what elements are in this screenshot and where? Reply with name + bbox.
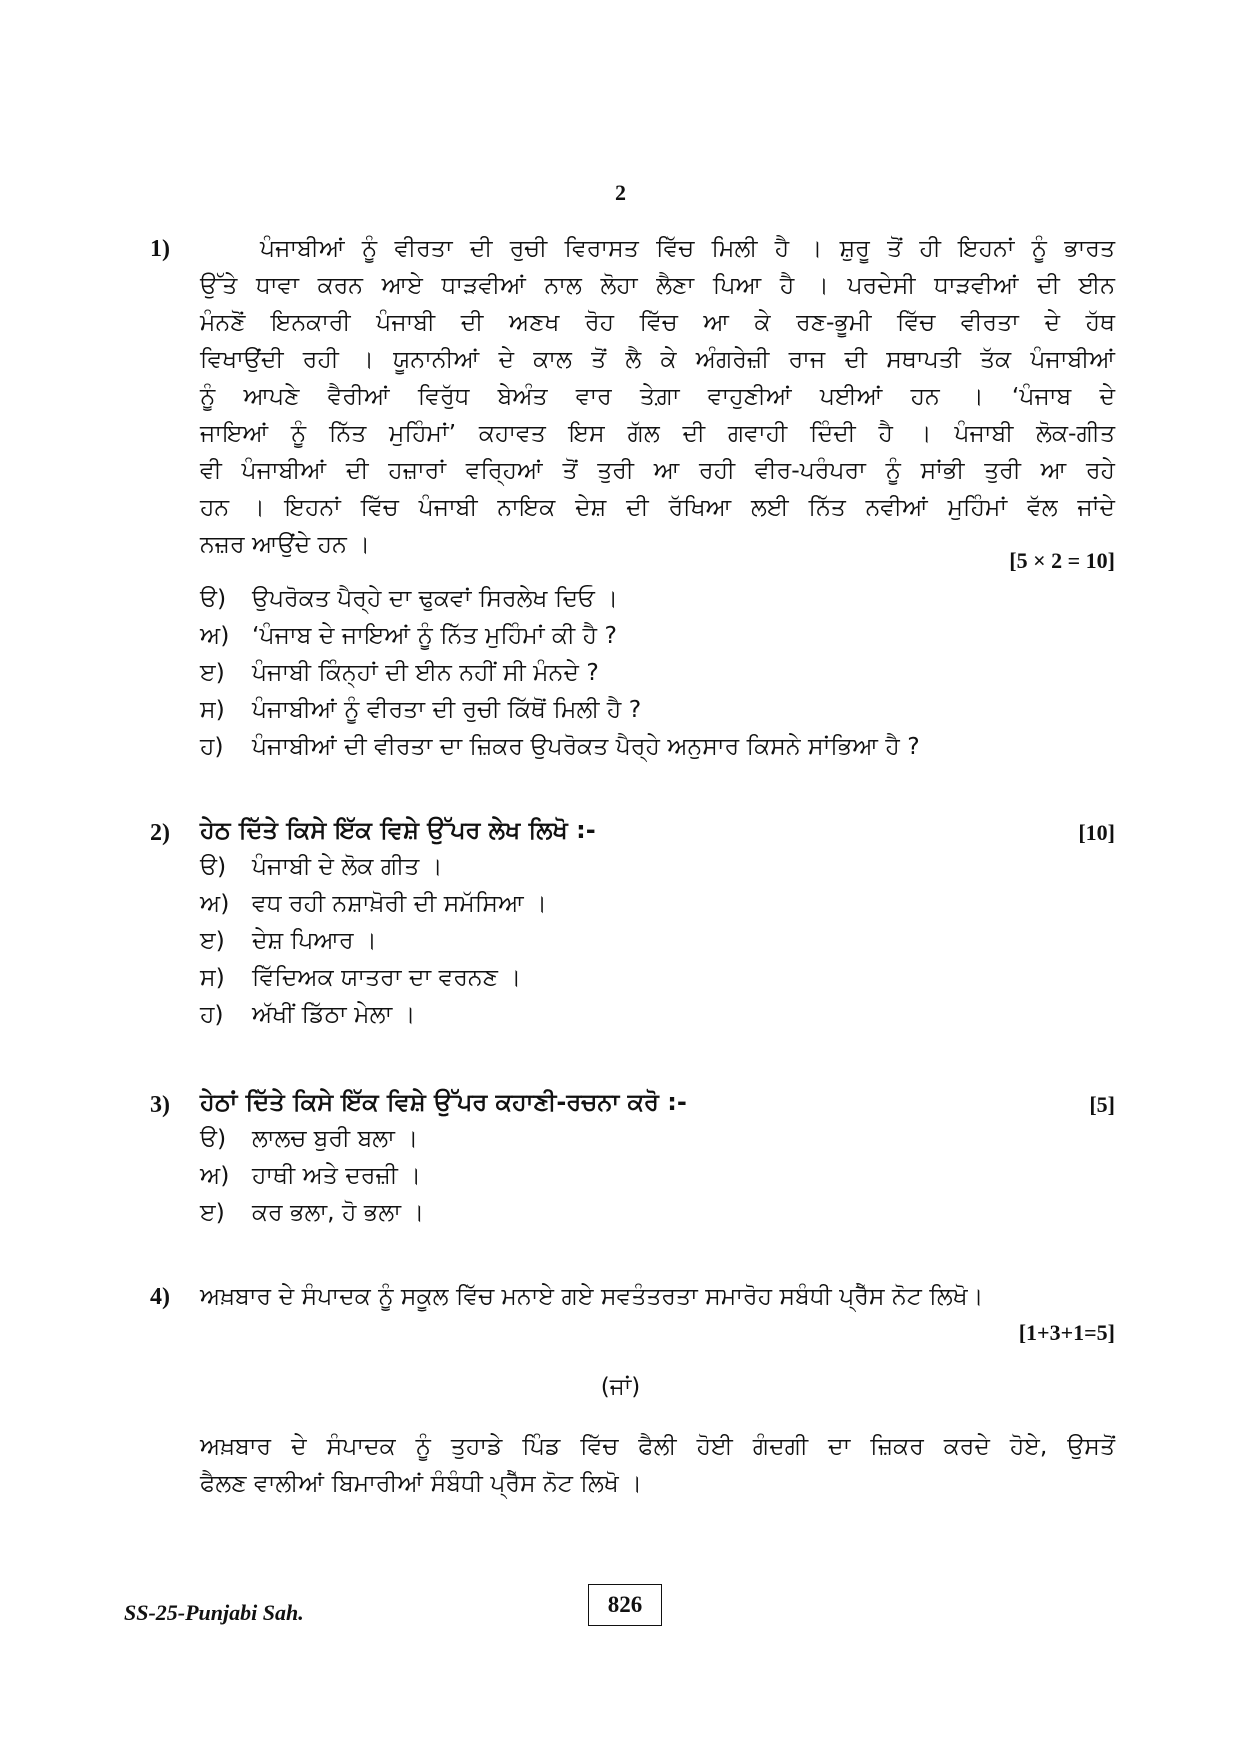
paper-code: SS-25-Punjabi Sah. (124, 1600, 304, 1625)
question-1-number: 1) (150, 236, 170, 262)
option-item: ੲ) ਪੰਜਾਬੀ ਕਿੰਨ੍ਹਾਂ ਦੀ ਈਨ ਨਹੀਂ ਸੀ ਮੰਨਦੇ ? (200, 658, 599, 686)
question-3-number: 3) (150, 1092, 170, 1118)
or-label: (ਜਾਂ) (600, 1374, 641, 1400)
question-3-marks: [5] (1089, 1092, 1115, 1117)
alt-line: ਅਖ਼ਬਾਰ ਦੇ ਸੰਪਾਦਕ ਨੂੰ ਤੁਹਾਡੇ ਪਿੰਡ ਵਿੱਚ ਫੈਲੀ ਹੋਈ ਗੰਦਗੀ ਦਾ ਜ਼ਿਕਰ ਕਰਦੇ ਹੋਏ, ਉਸਤੋਂ (200, 1432, 1115, 1460)
passage-line: ਨੂੰ ਆਪਣੇ ਵੈਰੀਆਂ ਵਿਰੁੱਧ ਬੇਅੰਤ ਵਾਰ ਤੇਗ਼ਾ ਵਾਹੁਣੀਆਂ ਪਈਆਂ ਹਨ । ‘ਪੰਜਾਬ ਦੇ (200, 382, 1115, 410)
passage-line: ਵਿਖਾਉਂਦੀ ਰਹੀ । ਯੂਨਾਨੀਆਂ ਦੇ ਕਾਲ ਤੋਂ ਲੈ ਕੇ ਅੰਗਰੇਜ਼ੀ ਰਾਜ ਦੀ ਸਥਾਪਤੀ ਤੱਕ ਪੰਜਾਬੀਆਂ (200, 345, 1115, 373)
passage-line: ਜਾਇਆਂ ਨੂੰ ਨਿੱਤ ਮੁਹਿੰਮਾਂ’ ਕਹਾਵਤ ਇਸ ਗੱਲ ਦੀ ਗਵਾਹੀ ਦਿੰਦੀ ਹੈ । ਪੰਜਾਬੀ ਲੋਕ-ਗੀਤ (200, 419, 1115, 447)
question-4-alternative (200, 1428, 1115, 1502)
option-item: ੳ) ਪੰਜਾਬੀ ਦੇ ਲੋਕ ਗੀਤ । (200, 852, 443, 880)
option-item: ਸ) ਵਿੱਦਿਅਕ ਯਾਤਰਾ ਦਾ ਵਰਨਣ । (200, 963, 522, 991)
passage-line: ਨਜ਼ਰ ਆਉਂਦੇ ਹਨ । (200, 530, 371, 558)
question-4-number: 4) (150, 1284, 170, 1310)
question-4-text: ਅਖ਼ਬਾਰ ਦੇ ਸੰਪਾਦਕ ਨੂੰ ਸਕੂਲ ਵਿੱਚ ਮਨਾਏ ਗਏ ਸਵਤੰਤਰਤਾ ਸਮਾਰੋਹ ਸਬੰਧੀ ਪ੍ਰੈੱਸ ਨੋਟ ਲਿਖੋ। (200, 1282, 984, 1310)
page-number: 2 (615, 180, 626, 205)
alt-line: ਫੈਲਣ ਵਾਲੀਆਂ ਬਿਮਾਰੀਆਂ ਸੰਬੰਧੀ ਪ੍ਰੈੱਸ ਨੋਟ ਲਿਖੋ । (200, 1469, 643, 1497)
option-item: ਅ) ‘ਪੰਜਾਬ ਦੇ ਜਾਇਆਂ ਨੂੰ ਨਿੱਤ ਮੁਹਿੰਮਾਂ ਕੀ ਹੈ ? (200, 621, 617, 649)
question-1-options (200, 580, 920, 765)
option-item: ਅ) ਵਧ ਰਹੀ ਨਸ਼ਾਖ਼ੋਰੀ ਦੀ ਸਮੱਸਿਆ । (200, 889, 547, 917)
passage-line: ਪੰਜਾਬੀਆਂ ਨੂੰ ਵੀਰਤਾ ਦੀ ਰੁਚੀ ਵਿਰਾਸਤ ਵਿੱਚ ਮਿਲੀ ਹੈ । ਸ਼ੁਰੂ ਤੋਂ ਹੀ ਇਹਨਾਂ ਨੂੰ ਭਾਰਤ (260, 234, 1115, 262)
option-item: ਹ) ਪੰਜਾਬੀਆਂ ਦੀ ਵੀਰਤਾ ਦਾ ਜ਼ਿਕਰ ਉਪਰੋਕਤ ਪੈਰ੍ਹੇ ਅਨੁਸਾਰ ਕਿਸਨੇ ਸਾਂਭਿਆ ਹੈ ? (200, 732, 920, 760)
option-item: ੳ) ਉਪਰੋਕਤ ਪੈਰ੍ਹੇ ਦਾ ਢੁਕਵਾਂ ਸਿਰਲੇਖ ਦਿਓ । (200, 584, 619, 612)
question-3-heading: ਹੇਠਾਂ ਦਿੱਤੇ ਕਿਸੇ ਇੱਕ ਵਿਸ਼ੇ ਉੱਪਰ ਕਹਾਣੀ-ਰਚਨਾ ਕਰੋ :- (200, 1088, 687, 1116)
question-1-passage (200, 230, 1115, 563)
option-item: ੲ) ਦੇਸ਼ ਪਿਆਰ । (200, 926, 377, 954)
option-item: ਹ) ਅੱਖੀਂ ਡਿੱਠਾ ਮੇਲਾ । (200, 1000, 416, 1028)
option-item: ਅ) ਹਾਥੀ ਅਤੇ ਦਰਜ਼ੀ । (200, 1161, 422, 1189)
question-3-options (200, 1120, 424, 1231)
paper-number-box: 826 (588, 1584, 662, 1626)
passage-line: ਵੀ ਪੰਜਾਬੀਆਂ ਦੀ ਹਜ਼ਾਰਾਂ ਵਰ੍ਹਿਆਂ ਤੋਂ ਤੁਰੀ ਆ ਰਹੀ ਵੀਰ-ਪਰੰਪਰਾ ਨੂੰ ਸਾਂਭੀ ਤੁਰੀ ਆ ਰਹੇ (200, 456, 1115, 484)
passage-line: ਉੱਤੇ ਧਾਵਾ ਕਰਨ ਆਏ ਧਾੜਵੀਆਂ ਨਾਲ ਲੋਹਾ ਲੈਣਾ ਪਿਆ ਹੈ । ਪਰਦੇਸੀ ਧਾੜਵੀਆਂ ਦੀ ਈਨ (200, 271, 1115, 299)
question-2-number: 2) (150, 820, 170, 846)
question-4-marks: [1+3+1=5] (1018, 1320, 1115, 1345)
passage-line: ਹਨ । ਇਹਨਾਂ ਵਿੱਚ ਪੰਜਾਬੀ ਨਾਇਕ ਦੇਸ਼ ਦੀ ਰੱਖਿਆ ਲਈ ਨਿੱਤ ਨਵੀਆਂ ਮੁਹਿੰਮਾਂ ਵੱਲ ਜਾਂਦੇ (200, 493, 1115, 521)
question-2-marks: [10] (1078, 820, 1115, 845)
question-2-options (200, 848, 547, 1033)
option-item: ੲ) ਕਰ ਭਲਾ, ਹੋ ਭਲਾ । (200, 1198, 425, 1226)
question-1-marks: [5 × 2 = 10] (1009, 548, 1115, 573)
question-2-heading: ਹੇਠ ਦਿੱਤੇ ਕਿਸੇ ਇੱਕ ਵਿਸ਼ੇ ਉੱਪਰ ਲੇਖ ਲਿਖੋ :- (200, 816, 596, 844)
passage-line: ਮੰਨਣੋਂ ਇਨਕਾਰੀ ਪੰਜਾਬੀ ਦੀ ਅਣਖ ਰੋਹ ਵਿੱਚ ਆ ਕੇ ਰਣ-ਭੂਮੀ ਵਿੱਚ ਵੀਰਤਾ ਦੇ ਹੱਥ (200, 308, 1115, 336)
option-item: ੳ) ਲਾਲਚ ਬੁਰੀ ਬਲਾ । (200, 1124, 419, 1152)
option-item: ਸ) ਪੰਜਾਬੀਆਂ ਨੂੰ ਵੀਰਤਾ ਦੀ ਰੁਚੀ ਕਿੱਥੋਂ ਮਿਲੀ ਹੈ ? (200, 695, 642, 723)
